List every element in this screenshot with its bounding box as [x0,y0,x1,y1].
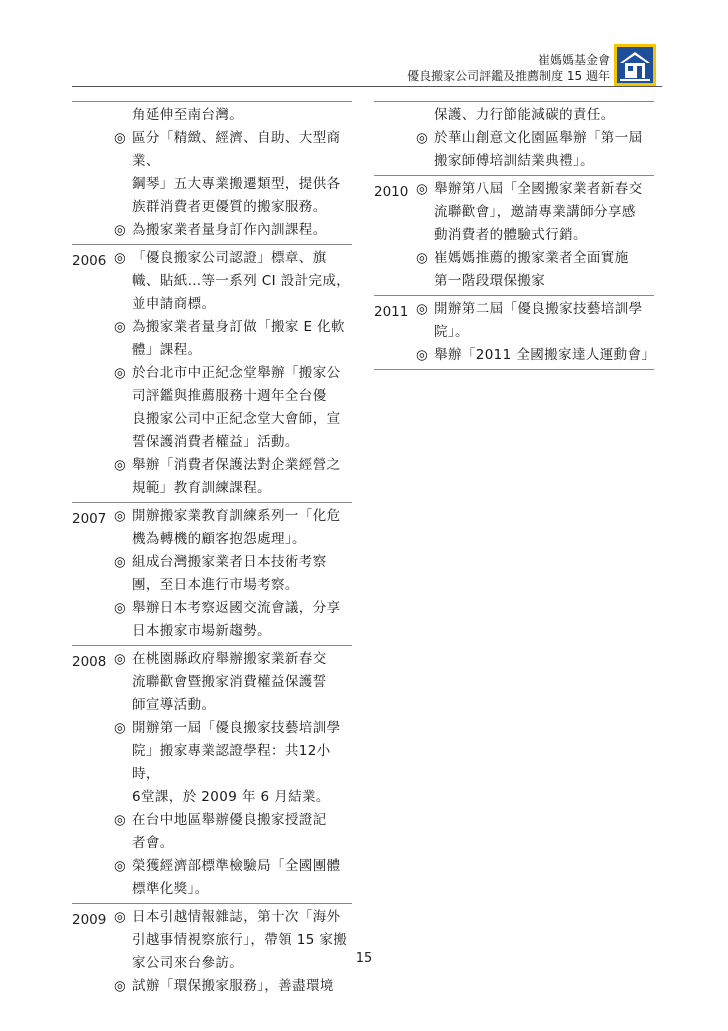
bullet-circle-icon: ◎ [114,554,127,570]
timeline-entry-line [374,321,654,344]
entry-text: 家公司來台參訪。 [132,955,244,971]
entry-text: 組成台灣搬家業者日本技術考察 [132,554,327,570]
entry-text: 開辦第一屆「優良搬家技藝培訓學 [132,720,341,736]
entry-text: 規範」教育訓練課程。 [132,480,271,496]
timeline-year: 2009 [72,912,107,928]
timeline-year: 2008 [72,654,107,670]
timeline-entry-line [72,127,352,173]
entry-text: 鋼琴」五大專業搬遷類型，提供各 [132,176,341,192]
timeline-entry-line [72,975,352,998]
entry-text: 體」課程。 [132,342,202,358]
timeline-entry-line [72,855,352,878]
bullet-circle-icon: ◎ [114,319,127,335]
timeline-entry-line [72,316,352,339]
bullet-circle-icon: ◎ [114,457,127,473]
entry-text: 流聯歡會暨搬家消費權益保護誓 [132,674,327,690]
bullet-circle-icon: ◎ [416,301,429,317]
timeline-entry-line [374,178,654,201]
entry-text: 機為轉機的顧客抱怨處理」。 [132,531,306,547]
timeline-entry-line [72,551,352,574]
timeline-year: 2006 [72,253,107,269]
left-column [72,101,352,1000]
bullet-circle-icon: ◎ [416,347,429,363]
entry-text: 司評鑑與推薦服務十週年全台優 [132,388,327,404]
house-logo-icon [614,44,656,86]
timeline-group [374,295,654,369]
timeline-entry-line [72,809,352,832]
bullet-circle-icon: ◎ [114,508,127,524]
timeline-entry-line [72,740,352,786]
timeline-group [72,244,352,502]
timeline-entry-line [72,104,352,127]
timeline-group [72,645,352,903]
entry-text: 日本引越情報雜誌，第十次「海外 [132,909,341,925]
entry-text: 者會。 [132,835,174,851]
timeline-group [72,502,352,645]
timeline-entry-line [72,929,352,952]
entry-text: 「優良搬家公司認證」標章、旗 [132,250,327,266]
timeline-entry-line [72,293,352,316]
entry-text: 榮獲經濟部標準檢驗局「全國團體 [132,858,341,874]
timeline-entry-line [374,127,654,150]
timeline-group [72,101,352,244]
header-org-name: 崔媽媽基金會 [537,53,610,67]
page-number: 15 [355,951,373,966]
entry-text: 搬家師傅培訓結業典禮」。 [434,153,595,169]
timeline-entry-line [72,431,352,454]
entry-text: 標準化獎」。 [132,881,209,897]
timeline-entry-line [72,385,352,408]
entry-text: 於華山創意文化園區舉辦「第一屆 [434,130,643,146]
bullet-circle-icon: ◎ [114,651,127,667]
timeline-entry-line [374,201,654,224]
timeline-entry-line [72,786,352,809]
entry-text: 6堂課，於 2009 年 6 月結業。 [132,789,330,805]
timeline-entry-line [374,104,654,127]
timeline-group [374,101,654,175]
column-end-rule [374,369,654,370]
entry-text: 舉辦「消費者保護法對企業經營之 [132,457,341,473]
timeline-year: 2007 [72,511,107,527]
right-column [374,101,654,370]
timeline-entry-line [374,344,654,367]
entry-text: 動消費者的體驗式行銷。 [434,227,587,243]
entry-text: 崔媽媽推薦的搬家業者全面實施 [434,250,629,266]
bullet-circle-icon: ◎ [114,600,127,616]
entry-text: 在台中地區舉辦優良搬家授證記 [132,812,327,828]
entry-text: 舉辦「2011 全國搬家達人運動會」 [434,347,656,363]
entry-text: 於台北市中正紀念堂舉辦「搬家公 [132,365,341,381]
entry-text: 良搬家公司中正紀念堂大會師，宣 [132,411,341,427]
entry-text: 團，至日本進行市場考察。 [132,577,299,593]
timeline-year: 2011 [374,304,409,320]
bullet-circle-icon: ◎ [114,130,127,146]
timeline-entry-line [72,671,352,694]
timeline-entry-line [72,528,352,551]
entry-text: 流聯歡會」，邀請專業講師分享感 [434,204,636,220]
entry-text: 試辦「環保搬家服務」，善盡環境 [132,978,334,994]
entry-text: 為搬家業者量身訂做「搬家 E 化軟 [132,319,345,335]
entry-text: 開辦第二屆「優良搬家技藝培訓學 [434,301,643,317]
entry-text: 師宣導活動。 [132,697,216,713]
bullet-circle-icon: ◎ [416,181,429,197]
timeline-entry-line [72,694,352,717]
bullet-circle-icon: ◎ [114,858,127,874]
timeline-entry-line [72,196,352,219]
entry-text: 族群消費者更優質的搬家服務。 [132,199,327,215]
entry-text: 開辦搬家業教育訓練系列一「化危 [132,508,341,524]
entry-text: 引越事情視察旅行」，帶領 15 家搬 [132,932,348,948]
timeline-entry-line [72,477,352,500]
bullet-circle-icon: ◎ [114,365,127,381]
timeline-entry-line [72,574,352,597]
header-rule [72,86,662,87]
timeline-entry-line [72,597,352,620]
bullet-circle-icon: ◎ [114,909,127,925]
entry-text: 區分「精緻、經濟、自助、大型商業、 [132,130,341,169]
bullet-circle-icon: ◎ [416,130,429,146]
timeline-entry-line [374,224,654,247]
timeline-entry-line [374,270,654,293]
entry-text: 舉辦第八屆「全國搬家業者新春交 [434,181,643,197]
timeline-entry-line [72,454,352,477]
timeline-entry-line [72,173,352,196]
timeline-year: 2010 [374,184,409,200]
timeline-entry-line [374,247,654,270]
entry-text: 第一階段環保搬家 [434,273,546,289]
timeline-entry-line [72,878,352,901]
bullet-circle-icon: ◎ [114,250,127,266]
timeline-entry-line [374,150,654,173]
timeline-entry-line [72,505,352,528]
timeline-entry-line [72,717,352,740]
bullet-circle-icon: ◎ [114,222,127,238]
timeline-entry-line [72,247,352,270]
bullet-circle-icon: ◎ [114,978,127,994]
timeline-entry-line [72,906,352,929]
entry-text: 在桃園縣政府舉辦搬家業新春交 [132,651,327,667]
bullet-circle-icon: ◎ [114,720,127,736]
entry-text: 日本搬家市場新趨勢。 [132,623,271,639]
timeline-entry-line [72,339,352,362]
bullet-circle-icon: ◎ [114,812,127,828]
entry-text: 為搬家業者量身訂作內訓課程。 [132,222,327,238]
entry-text: 並申請商標。 [132,296,216,312]
timeline-entry-line [72,270,352,293]
timeline-entry-line [72,408,352,431]
entry-text: 角延伸至南台灣。 [132,107,244,123]
entry-text: 保護、力行節能減碳的責任。 [434,107,615,123]
timeline-entry-line [72,620,352,643]
entry-text: 院」。 [434,324,469,340]
timeline-entry-line [72,362,352,385]
timeline-entry-line [72,832,352,855]
timeline-entry-line [72,219,352,242]
timeline-entry-line [374,298,654,321]
timeline-group [374,175,654,295]
entry-text: 幟、貼紙…等一系列 CI 設計完成， [132,273,351,289]
entry-text: 院」搬家專業認證學程：共12小時， [132,743,331,782]
entry-text: 誓保護消費者權益」活動。 [132,434,299,450]
running-header [407,52,610,84]
timeline-entry-line [72,648,352,671]
entry-text: 舉辦日本考察返國交流會議，分享 [132,600,341,616]
bullet-circle-icon: ◎ [416,250,429,266]
header-subtitle: 優良搬家公司評鑑及推薦制度 15 週年 [407,69,610,83]
